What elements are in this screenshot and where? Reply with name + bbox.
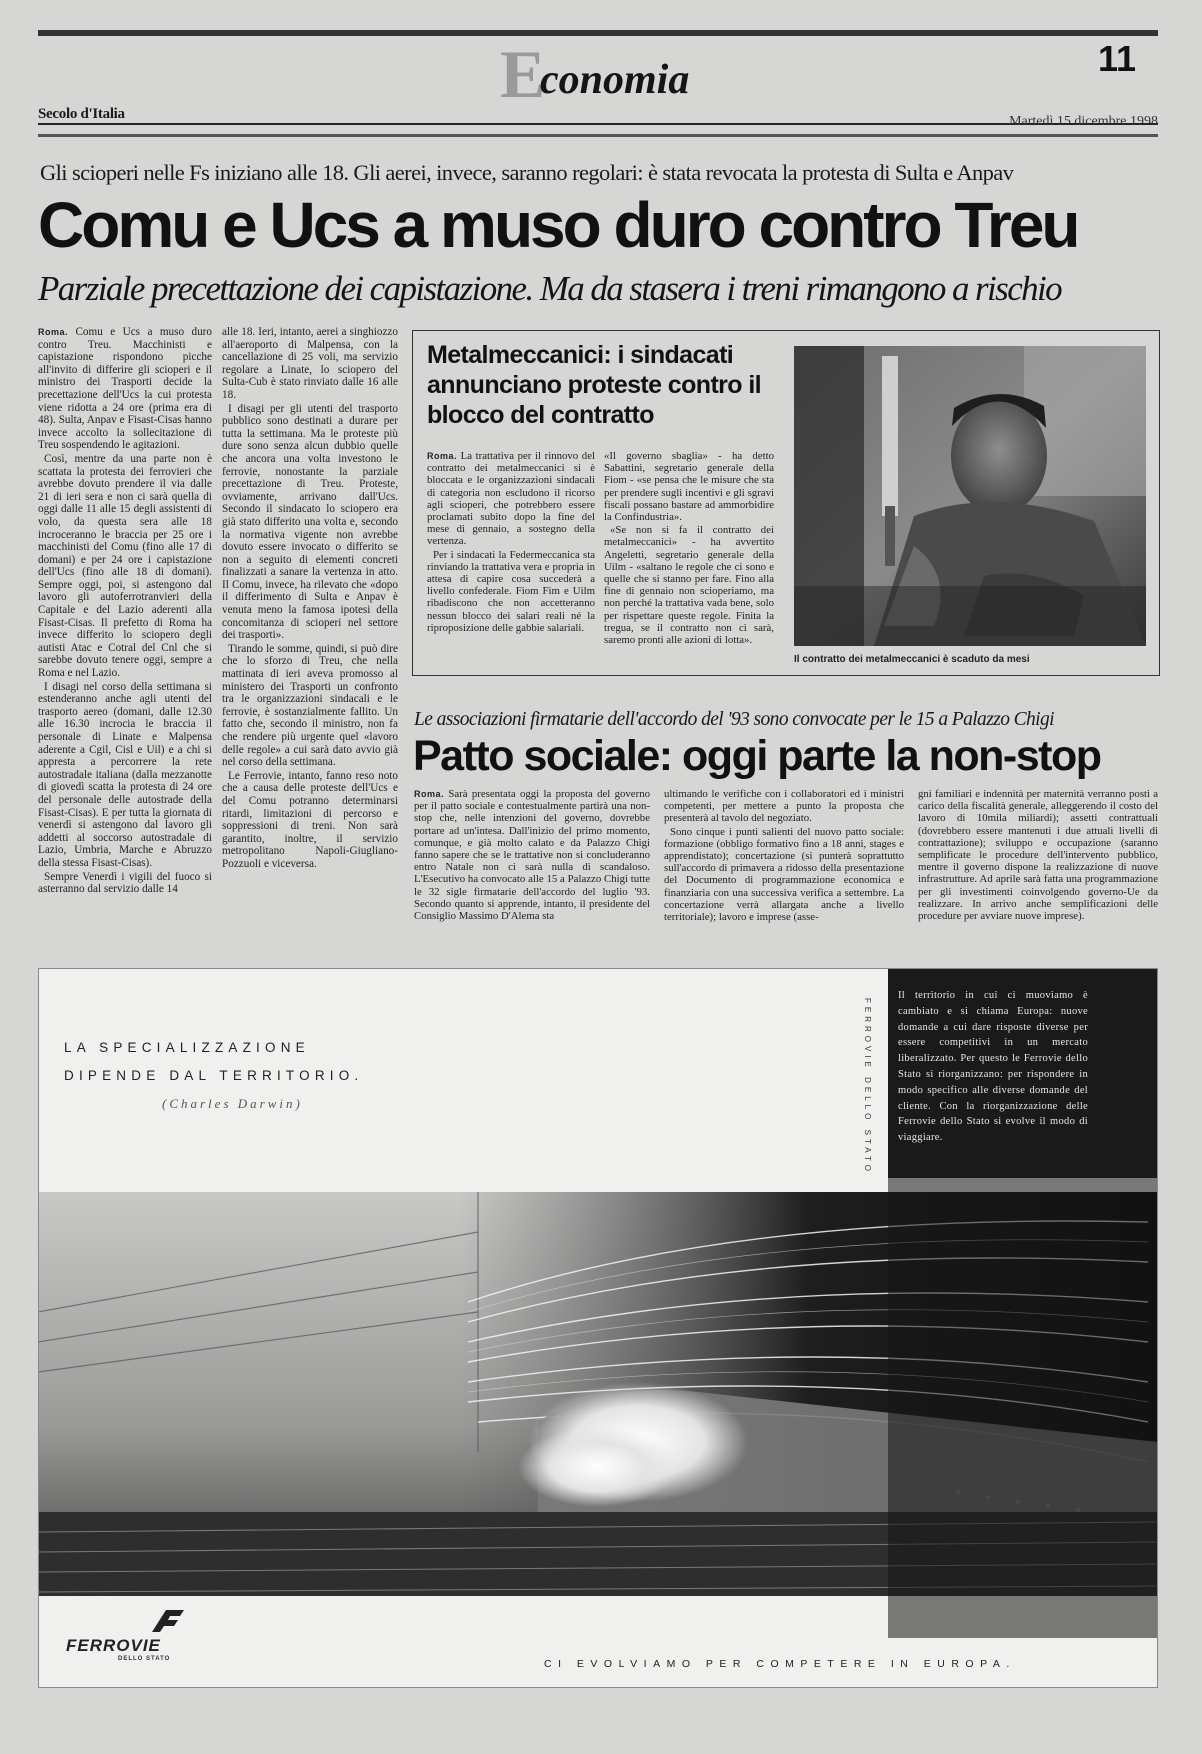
paragraph: gni familiari e indennità per maternità verranno posti a carico della fiscalità generale, alleggerendo il costo del lavoro di 10mila miliardi); assetti contrattuali (dovrebbero essere mantenuti i due attuali livelli di contrattazione); sviluppo e occupazione (saranno semplificate le procedure dell'intervento pubblico, mentre il governo dispone la realizzazione di nuove infrastrutture. Ad aprile sarà fatta una programmazione per gli investimenti coinvolgendo governo-Ue da realizzare. In arrivo anche semplificazioni delle procedure per avviare nuove imprese).	[918, 788, 1158, 923]
photo-caption: Il contratto dei metalmeccanici è scaduto da mesi	[794, 654, 1030, 665]
lead-column-1	[38, 326, 212, 944]
dateline: Roma.	[38, 327, 69, 337]
patto-column-2	[664, 788, 904, 946]
paragraph: Così, mentre da una parte non è scattata la protesta dei ferrovieri che avrebbe dovuto prendere il via dalle 21 di ieri sera e non ci sarà quella di oggi dalle 11 alle 15 degli assistenti di volo, da questa sera alle 18 incroceranno le braccia per 25 ore i macchinisti del Comu (fino alle 17 di domani) e per 24 ore i capistazione dell'Ucs (fino alle 18 di domani). Sempre oggi, poi, si astengono dal lavoro gli autoferrotranvieri della Capitale e del Lazio aderenti alla Fisast-Cisas. Il prefetto di Roma ha invece differito lo sciopero degli autisti Atac e Cotral del Cnl che si sarebbe dovuto tenere oggi, sempre a Roma e nel Lazio.	[38, 452, 212, 680]
paragraph: I disagi per gli utenti del trasporto pubblico sono destinati a durare per tutta la settimana. Ma le proteste più dure sono senza alcun dubbio quelle che ancora una volta investono le ferrovie, nonostante la parziale precettazione di Treu. Proteste, ovviamente, arrivano dall'Ucs. Secondo il sindacato lo sciopero era già stato differito una volta e, secondo la normativa vigente non avrebbe dovuto essere invocato o differito se non a seguito di elementi concreti finalizzati a sanare la vertenza in atto. Il Comu, invece, ha rilevato che «dopo il differimento di Sulta e Anpav è venuta meno la famosa ipotesi della concomitanza di scioperi nel settore dei trasporti».	[222, 402, 398, 642]
ad-vertical-text: FERROVIE DELLO STATO	[863, 998, 872, 1175]
dateline: Roma.	[414, 789, 445, 799]
patto-kicker: Le associazioni firmatarie dell'accordo del '93 sono convocate per le 15 a Palazzo Chigi	[414, 709, 1054, 730]
section-initial: E	[500, 36, 546, 112]
top-rule	[38, 30, 1158, 36]
paragraph: Per i sindacati la Federmeccanica sta rinviando la trattativa vera e propria in attesa di capire cosa succederà a livello confederale. Fiom Fim e Uilm ribadiscono che non accetteranno nessun blocco dei salari reali né la riproposizione delle gabbie salariali.	[427, 548, 595, 634]
lead-kicker: Gli scioperi nelle Fs iniziano alle 18. Gli aerei, invece, saranno regolari: è stata revocata la protesta di Sulta e Anpav	[40, 160, 1014, 185]
dateline: Roma.	[427, 451, 458, 461]
worker-photo	[794, 346, 1146, 646]
ad-headline-1: LA SPECIALIZZAZIONE	[64, 1040, 310, 1055]
paper-name: Secolo d'Italia	[38, 106, 125, 122]
lead-subhead: Parziale precettazione dei capistazione. Ma da stasera i treni rimangono a rischio	[38, 269, 1062, 308]
ad-headline-2: DIPENDE DAL TERRITORIO.	[64, 1068, 364, 1083]
paragraph: «Se non si fa il contratto dei metalmeccanici» - ha avvertito Angeletti, segretario generale della Uilm - «saltano le regole che ci sono e quelle che si stanno per fare. Fino alla fine di gennaio non scioperiamo, ma non perché la trattativa vada bene, solo per rispettare queste regole. Finita la tregua, se il contratto non ci sarà, saremo pronti alle azioni di lotta».	[604, 524, 774, 647]
paragraph: La trattativa per il rinnovo del contratto dei metalmeccanici si è bloccata e le organizzazioni sindacali di categoria non escludono il ricorso agli scioperi, che potrebbero essere proclamati subito dopo la fine del mese di gennaio, a sostegno della vertenza.	[427, 450, 595, 548]
box-column-2	[604, 450, 774, 668]
logo-name: FERROVIE	[66, 1636, 161, 1655]
patto-column-3	[918, 788, 1158, 946]
paragraph: Le Ferrovie, intanto, fanno reso noto che a causa delle proteste dell'Ucs e del Comu potranno determinarsi ritardi, limitazioni di percorso e soppressioni di treni. Non sarà garantito, inoltre, il servizio metropolitano Napoli-Giugliano-Pozzuoli e viceversa.	[222, 769, 398, 870]
paragraph: I disagi nel corso della settimana si estenderanno anche agli utenti del trasporto aereo (domani, dalle 12.30 alle 16.30 incrocia le braccia il personale di Linate e Malpensa aderente a Cgil, Cisl e Uil) e a chi si appresta a percorrere la rete autostradale italiana (dalla mezzanotte di giovedì scatta la protesta di 24 ore del personale delle autostrade della Fisast-Cisas). E per tutta la giornata di venerdì si astengono dal lavoro gli addetti al soccorso autostradale di Lazio, Umbria, Marche e Abruzzo della stessa Fisast-Cisas).	[38, 680, 212, 869]
lead-column-2	[222, 326, 398, 944]
paragraph: «Il governo sbaglia» - ha detto Sabattini, segretario generale della Fiom - «se pensa che le misure che sta per prendere sugli incentivi e gli sgravi fiscali possano bastare ad ammorbidire la Confindustria».	[604, 450, 774, 524]
logo-subtitle: DELLO STATO	[118, 1656, 171, 1662]
page-number: 11	[1098, 38, 1137, 79]
ad-side-text: Il territorio in cui ci muoviamo è cambiato e si chiama Europa: nuove domande a cui dare risposte diverse per essere competitivi in un mercato liberalizzato. Per questo le Ferrovie dello Stato si riorganizzano: per rispondere in modo specifico alle diverse domande del cliente. Con la riorganizzazione delle Ferrovie dello Stato si evolve il modo di viaggiare.	[898, 990, 1088, 1144]
paragraph: Tirando le somme, quindi, si può dire che lo sforzo di Treu, che nella mattinata di ieri aveva promosso al ministero dei Trasporti un confronto tra le organizzazioni sindacali e le ferrovie, è sostanzialmente fallito. Un fatto che, secondo il ministro, non fa che rendere più urgente quel «lavoro delle regole» a cui sarà dato avvio già nel corso della settimana.	[222, 642, 398, 769]
issue-date: Martedì 15 dicembre 1998	[1009, 114, 1158, 129]
box-headline: Metalmeccanici: i sindacati annunciano proteste contro il blocco del contratto	[427, 341, 762, 429]
paragraph: Sarà presentata oggi la proposta del governo per il patto sociale e contestualmente partirà una non-stop che, nelle intenzioni del governo, dovrebbe portare ad un'intesa. Dall'inizio del primo momento, comunque, e già molto calato e da Palazzo Chigi fanno sapere che se le trattative non si concluderanno entro Natale non ci sarà nulla di scandaloso. L'Esecutivo ha convocato alle 15 a Palazzo Chigi tutte le 32 sigle firmatarie dell'accordo del luglio '93. Secondo quanto si apprende, intanto, il presidente del Consiglio Massimo D'Alema sta	[414, 788, 650, 923]
section-title: conomia	[540, 57, 690, 103]
paragraph: ultimando le verifiche con i collaboratori ed i ministri competenti, per mettere a punto la proposta che presenterà al tavolo del negoziato.	[664, 788, 904, 825]
paragraph: alle 18. Ieri, intanto, aerei a singhiozzo all'aeroporto di Malpensa, con la cancellazione di 25 voli, ma servizio regolare a Linate, lo sciopero del Sulta-Cub è stato rinviato dalle 16 alle 18.	[222, 326, 398, 401]
paragraph: Sono cinque i punti salienti del nuovo patto sociale: formazione (obbligo formativo fino a 18 anni, stages e apprendistato); concertazione (si punterà soprattutto sull'accordo di primavera a ridosso della presentazione del Documento di programmazione economica e finanziaria con una successiva verifica a settembre. La concertazione verrà allargata anche a livello territoriale); lavoro e imprese (asse-	[664, 825, 904, 924]
paragraph: Comu e Ucs a muso duro contro Treu. Macchinisti e capistazione rispondono picche all'invito di differire gli scioperi e il ministro dei Trasporti decide la precettazione dell'Ucs la cui protesta viene ridotta a 24 ore (prima era di 48). Sulta, Anpav e Fisast-Cisas hanno invece accolto la sollecitazione di Treu sospendendo le agitazioni.	[38, 326, 212, 452]
ad-frame	[38, 968, 1158, 1688]
masthead-rule-2	[38, 134, 1158, 137]
paragraph: Sempre Venerdì i vigili del fuoco si asterranno dal servizio dalle 14	[38, 870, 212, 896]
patto-headline: Patto sociale: oggi parte la non-stop	[413, 732, 1101, 780]
box-column-1	[427, 450, 595, 668]
ad-attribution: (Charles Darwin)	[162, 1096, 303, 1111]
lead-headline: Comu e Ucs a muso duro contro Treu	[38, 189, 1078, 261]
patto-column-1	[414, 788, 650, 946]
ad-slogan: CI EVOLVIAMO PER COMPETERE IN EUROPA.	[544, 1658, 1016, 1670]
